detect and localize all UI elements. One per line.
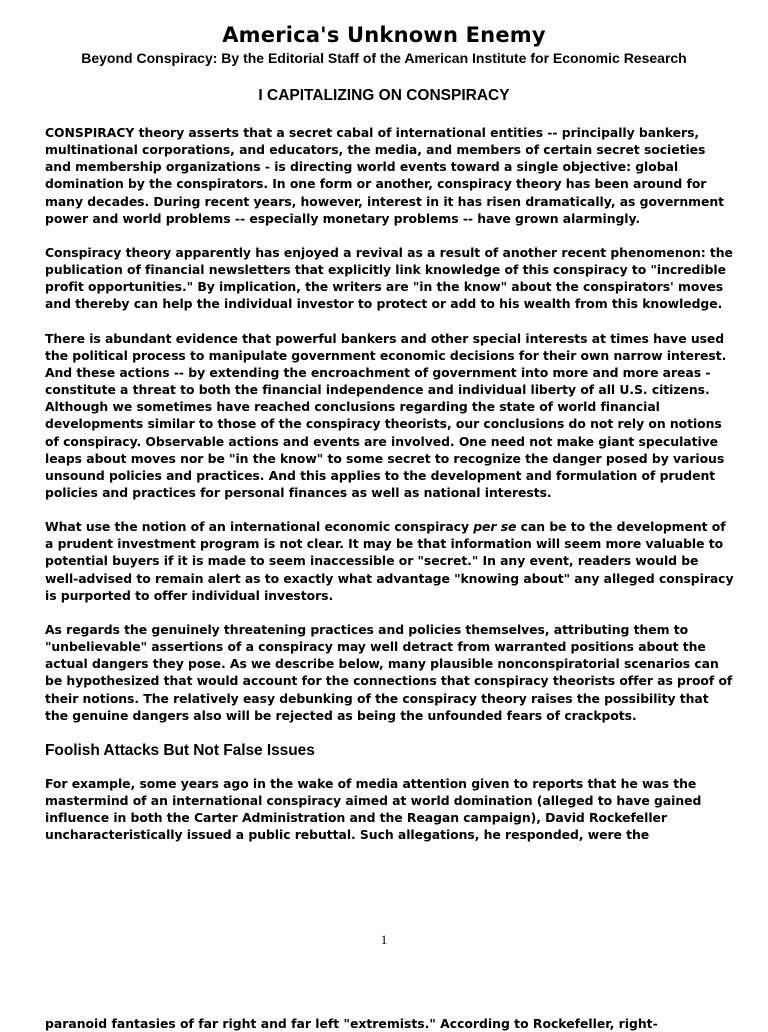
- paragraph-4: [45, 518, 735, 604]
- paragraph-6: For example, some years ago in the wake of media attention given to reports that he was the mastermind of an international conspiracy aimed at world domination (alleged to have gained influence in both the Carter Administration and the Reagan campaign), David Rockefeller uncharacteristically issued a public rebuttal. Such allegations, he responded, were the: [45, 775, 702, 843]
- section-title: I CAPITALIZING ON CONSPIRACY: [258, 87, 510, 104]
- next-page-text: paranoid fantasies of far right and far left "extremists." According to Rockefeller, right-: [45, 1016, 658, 1031]
- page-number: 1: [380, 932, 388, 947]
- document-title: America's Unknown Enemy: [222, 23, 546, 47]
- paragraph-3: There is abundant evidence that powerful bankers and other special interests at times have used the political process to manipulate government economic decisions for their own narrow interest. And these actions -- by extending the encroachment of government into more and more areas - constitute a threat to both the financial independence and individual liberty of all U.S. citizens. Although we sometimes have reached conclusions regarding the state of world financial developments similar to those of the conspiracy theorists, our conclusions do not rely on notions of conspiracy. Observable actions and events are involved. One need not make giant speculative leaps about moves nor be "in the know" to some secret to recognize the danger posed by various unsound policies and practices. And this applies to the development and formulation of prudent policies and practices for personal finances as well as national interests.: [45, 330, 727, 500]
- subheading: Foolish Attacks But Not False Issues: [45, 741, 315, 759]
- paragraph-4-emphasis: per se: [473, 519, 517, 535]
- paragraph-4-text-start: What use the notion of an international economic conspiracy: [45, 519, 474, 535]
- document-subtitle: Beyond Conspiracy: By the Editorial Staff of the American Institute for Economic Research: [81, 50, 687, 66]
- paragraph-1: CONSPIRACY theory asserts that a secret cabal of international entities -- principally bankers, multinational corporations, and educators, the media, and members of certain secret societies and membership organizations - is directing world events toward a single objective: global domination by the conspirators. In one form or another, conspiracy theory has been around for many decades. During recent years, however, interest in it has risen dramatically, as government power and world problems -- especially monetary problems -- have grown alarmingly.: [45, 125, 724, 226]
- paragraph-4-text-end: can be to the development of a prudent investment program is not clear. It may be that information will seem more valuable to potential buyers if it is made to seem inaccessible or "secret." In any event, readers would be well-advised to remain alert as to exactly what advantage "knowing about" any alleged conspiracy is purported to offer individual investors.: [45, 519, 734, 603]
- paragraph-5: As regards the genuinely threatening practices and policies themselves, attributing them to "unbelievable" assertions of a conspiracy may well detract from warranted positions about the actual dangers they pose. As we describe below, many plausible nonconspiratorial scenarios can be hypothesized that would account for the connections that conspiracy theorists offer as proof of their notions. The relatively easy debunking of the conspiracy theory raises the possibility that the genuine dangers also will be rejected as being the unfounded fears of crackpots.: [45, 621, 733, 723]
- paragraph-2: Conspiracy theory apparently has enjoyed a revival as a result of another recent phenomenon: the publication of financial newsletters that explicitly link knowledge of this conspiracy to "incredible profit opportunities." By implication, the writers are "in the know" about the conspirators' moves and thereby can help the individual investor to protect or add to his wealth from this knowledge.: [45, 244, 733, 312]
- document-body: [45, 124, 735, 860]
